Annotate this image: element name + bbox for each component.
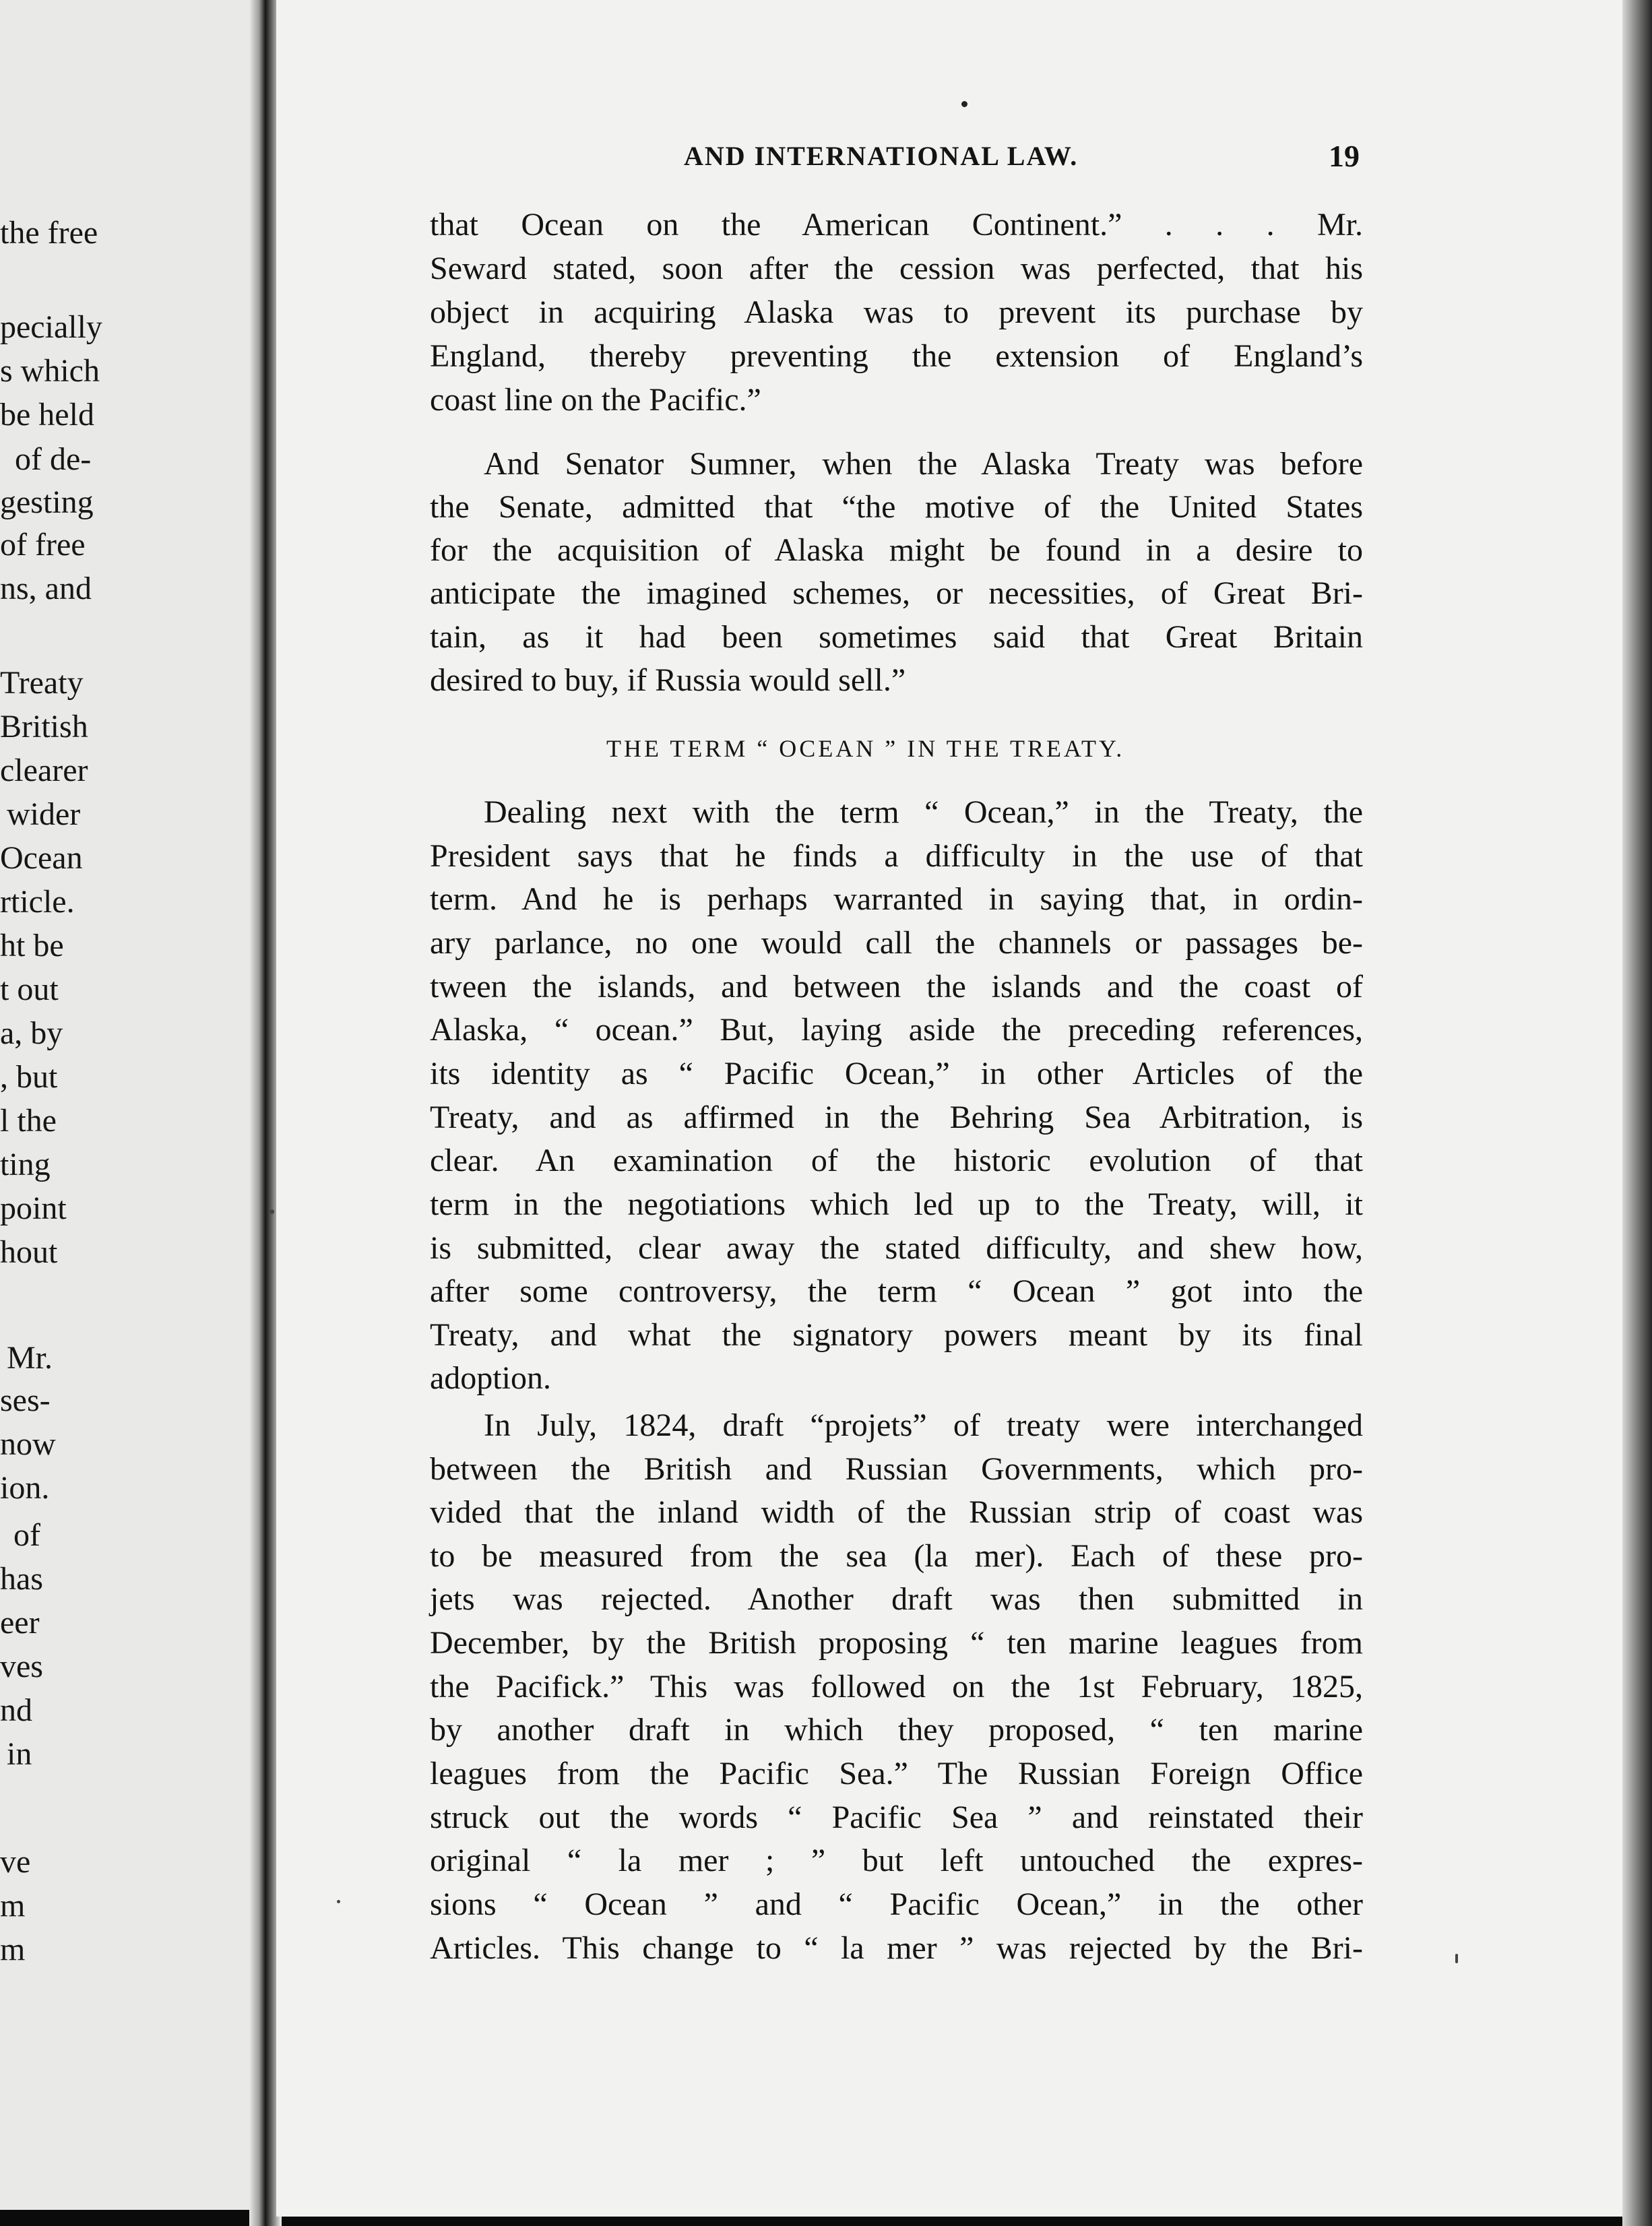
body-line: for the acquisition of Alaska might be found in a desire to — [430, 532, 1363, 568]
facing-page-line: Treaty — [0, 665, 84, 701]
facing-page-line: t out — [0, 972, 59, 1007]
page-number: 19 — [1329, 139, 1360, 173]
body-line: object in acquiring Alaska was to prevent its purchase by — [430, 294, 1363, 330]
facing-page-line: of — [13, 1517, 40, 1553]
facing-page-line: m — [0, 1932, 26, 1967]
facing-page-line: ns, and — [0, 571, 92, 606]
body-line: adoption. — [430, 1360, 551, 1396]
body-line: by another draft in which they proposed, “ ten marine — [430, 1712, 1363, 1748]
facing-page-line: ht be — [0, 928, 64, 963]
facing-page-line: ting — [0, 1147, 51, 1182]
body-line: coast line on the Pacific.” — [430, 382, 761, 418]
facing-page-line: British — [0, 709, 88, 744]
facing-page-line: l the — [0, 1103, 57, 1139]
facing-page-line: m — [0, 1888, 26, 1923]
body-line: Seward stated, soon after the cession was perfected, that his — [430, 251, 1363, 286]
section-heading: THE TERM “ OCEAN ” IN THE TREATY. — [606, 735, 1125, 762]
facing-page-line: pecially — [0, 309, 102, 345]
body-line: tween the islands, and between the islands and the coast of — [430, 969, 1363, 1005]
body-line: ary parlance, no one would call the channels or passages be- — [430, 925, 1363, 961]
body-line: the Pacifick.” This was followed on the 1st February, 1825, — [430, 1669, 1363, 1705]
body-line: England, thereby preventing the extension of England’s — [430, 338, 1363, 374]
running-head: AND INTERNATIONAL LAW. — [684, 141, 1079, 171]
body-line: between the British and Russian Governments, which pro- — [430, 1451, 1363, 1487]
facing-page-line: gesting — [0, 484, 94, 520]
facing-page-line: Mr. — [7, 1340, 53, 1376]
body-line: original “ la mer ; ” but left untouched the expres- — [430, 1843, 1363, 1878]
facing-page-line: of free — [0, 527, 86, 563]
facing-page-line: eer — [0, 1605, 40, 1641]
facing-page-line: ve — [0, 1844, 31, 1880]
facing-page-line: has — [0, 1561, 43, 1597]
body-line: the Senate, admitted that “the motive of the United States — [430, 489, 1363, 525]
body-line: to be measured from the sea (la mer). Each of these pro- — [430, 1538, 1363, 1574]
facing-page-line: ses- — [0, 1382, 51, 1418]
facing-page-line: s which — [0, 353, 100, 389]
body-line: after some controversy, the term “ Ocean ” got into the — [430, 1273, 1363, 1309]
body-line: In July, 1824, draft “projets” of treaty were interchanged — [484, 1407, 1363, 1443]
facing-page-line: point — [0, 1190, 67, 1226]
facing-page-line: hout — [0, 1234, 58, 1270]
facing-page-line: Ocean — [0, 840, 83, 876]
print-speck — [1455, 1954, 1458, 1963]
body-line: term. And he is perhaps warranted in saying that, in ordin- — [430, 881, 1363, 917]
body-line: desired to buy, if Russia would sell.” — [430, 662, 906, 698]
body-line: anticipate the imagined schemes, or necessities, of Great Bri- — [430, 575, 1363, 611]
facing-page-line: a, by — [0, 1015, 63, 1051]
body-line: is submitted, clear away the stated difficulty, and shew how, — [430, 1230, 1363, 1266]
body-line: that Ocean on the American Continent.” . . . Mr. — [430, 207, 1363, 243]
body-line: its identity as “ Pacific Ocean,” in other Articles of the — [430, 1056, 1363, 1091]
body-line: And Senator Sumner, when the Alaska Treaty was before — [484, 446, 1363, 482]
print-speck — [961, 101, 967, 107]
facing-page-line: nd — [0, 1692, 32, 1728]
facing-page-line: , but — [0, 1059, 58, 1095]
body-line: December, by the British proposing “ ten marine leagues from — [430, 1625, 1363, 1661]
body-line: tain, as it had been sometimes said that Great Britain — [430, 619, 1363, 655]
print-speck — [269, 1209, 274, 1214]
body-line: struck out the words “ Pacific Sea ” and reinstated their — [430, 1800, 1363, 1835]
body-line: leagues from the Pacific Sea.” The Russian Foreign Office — [430, 1756, 1363, 1791]
facing-page-left — [0, 0, 266, 2210]
print-speck — [337, 1900, 340, 1903]
page-edge-shadow — [1622, 0, 1652, 2226]
facing-page-line: now — [0, 1426, 56, 1462]
body-line: President says that he finds a difficulty in the use of that — [430, 838, 1363, 874]
facing-page-line: of de- — [15, 441, 92, 477]
body-line: Articles. This change to “ la mer ” was rejected by the Bri- — [430, 1930, 1363, 1966]
facing-page-line: ion. — [0, 1470, 50, 1506]
body-line: Dealing next with the term “ Ocean,” in the Treaty, the — [484, 794, 1363, 830]
body-line: clear. An examination of the historic evolution of that — [430, 1143, 1363, 1178]
facing-page-line: in — [7, 1736, 32, 1772]
body-line: jets was rejected. Another draft was then submitted in — [430, 1581, 1363, 1617]
facing-page-line: clearer — [0, 753, 88, 788]
body-line: Treaty, and as affirmed in the Behring Sea Arbitration, is — [430, 1100, 1363, 1135]
body-line: Alaska, “ ocean.” But, laying aside the preceding references, — [430, 1012, 1363, 1048]
facing-page-line: wider — [7, 796, 81, 832]
body-line: Treaty, and what the signatory powers meant by its final — [430, 1317, 1363, 1353]
facing-page-line: ves — [0, 1649, 43, 1684]
facing-page-line: rticle. — [0, 884, 75, 920]
facing-page-line: be held — [0, 397, 94, 433]
body-line: sions “ Ocean ” and “ Pacific Ocean,” in the other — [430, 1886, 1363, 1922]
facing-page-line: the free — [0, 215, 98, 251]
body-line: vided that the inland width of the Russian strip of coast was — [430, 1494, 1363, 1530]
body-line: term in the negotiations which led up to the Treaty, will, it — [430, 1186, 1363, 1222]
